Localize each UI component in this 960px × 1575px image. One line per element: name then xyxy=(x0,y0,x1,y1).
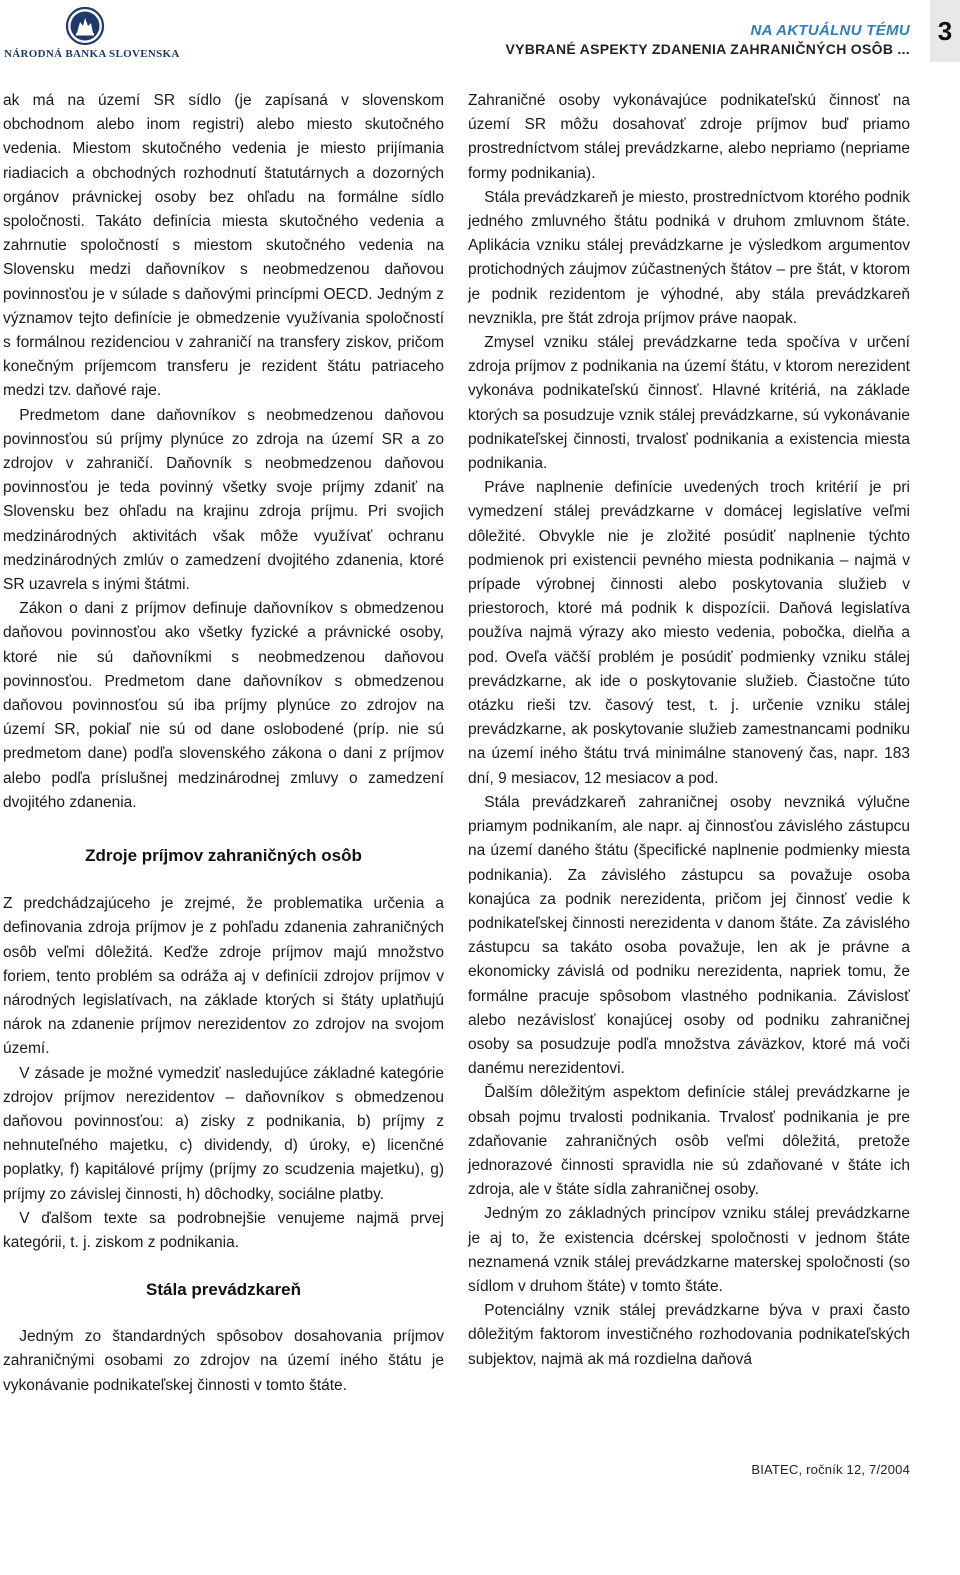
footer-citation: BIATEC, ročník 12, 7/2004 xyxy=(751,1462,910,1477)
paragraph: Jedným zo základných princípov vzniku stálej prevádzkarne je aj to, že existencia dcérskej spoločnosti v jednom štáte neznamená vznik stálej prevádzkarne materskej spoločnosti (so sídlom v druhom štáte) v tomto štáte. xyxy=(468,1205,910,1295)
running-header xyxy=(505,22,910,58)
paragraph: Potenciálny vznik stálej prevádzkarne býva v praxi často dôležitým faktorom investičného rozhodovania podnikateľských subjektov, najmä ak má rozdielna daňová xyxy=(468,1302,910,1368)
paragraph: Predmetom dane daňovníkov s neobmedzenou daňovou povinnosťou sú príjmy plynúce zo zdroja na území SR a zo zdrojov v zahraničí. Daňovník s neobmedzenou daňovou povinnosťou je teda povinný všetky svoje príjmy zdaniť na Slovensku bez ohľadu na krajinu zdroja príjmu. Pri svojich medzinárodných aktivitách však môže využívať ochranu medzinárodných zmlúv o zamedzení dvojitého zdanenia, ktoré SR uzavrela s inými štátmi. xyxy=(3,406,444,594)
section-heading-stala: Stála prevádzkareň xyxy=(146,1280,301,1300)
paragraph: Jedným zo štandardných spôsobov dosahovania príjmov zahraničnými osobami zo zdrojov na území iného štátu je vykonávanie podnikateľskej činnosti v tomto štáte. xyxy=(3,1328,444,1394)
left-column xyxy=(3,89,444,1398)
paragraph: Stála prevádzkareň je miesto, prostredníctvom ktorého podnik jedného zmluvného štátu podniká v druhom zmluvnom štáte. Aplikácia vzniku stálej prevádzkarne je výsledkom argumentov protichodných záujmov zúčastnených štátov – pre štát, v ktorom je podnik rezidentom je výhodné, aby stála prevádzkareň nevznikla, pre štát zdroja príjmov práve naopak. xyxy=(468,188,910,327)
header-kicker: NA AKTUÁLNU TÉMU xyxy=(750,22,910,39)
paragraph: Zmysel vzniku stálej prevádzkarne teda spočíva v určení zdroja príjmov z podnikania na území štátu, v ktorom nerezident vykonáva podnikateľskú činnosť. Hlavné kritériá, na základe ktorých sa posudzuje vznik stálej prevádzkarne, sú vykonávanie podnikateľskej činnosti, trvalosť podnikania a existencia miesta podnikania. xyxy=(468,334,910,473)
paragraph: ak má na území SR sídlo (je zapísaná v slovenskom obchodnom alebo inom registri) alebo miesto skutočného vedenia. Miestom skutočného vedenia je miesto prijímania riadiacich a obchodných rozhodnutí štatutárnych a dozorných orgánov právnickej osoby bez ohľadu na formálne sídlo spoločnosti. Takáto definícia miesta skutočného vedenia a zahrnutie spoločností s miestom skutočného vedenia na Slovensku medzi daňovníkov s neobmedzenou daňovou povinnosťou je v súlade s daňovými princípmi OECD. Jedným z významov tejto definície je obmedzenie využívania spoločností s formálnou rezidenciou v zahraničí na transfery ziskov, pričom konečným príjemcom transferu je rezident štátu patriaceho medzi tzv. daňové raje. xyxy=(3,92,444,400)
section-heading-zdroje: Zdroje príjmov zahraničných osôb xyxy=(85,846,362,866)
header-title: VYBRANÉ ASPEKTY ZDANENIA ZAHRANIČNÝCH OSÔB ... xyxy=(505,41,910,57)
paragraph: Z predchádzajúceho je zrejmé, že problematika určenia a definovania zdroja príjmov je z pohľadu zdanenia zahraničných osôb veľmi dôležitá. Keďže zdroje príjmov majú množstvo foriem, tento problém sa odráža aj v definícii zdrojov príjmov v národných legislatívach, na základe ktorých si štáty uplatňujú nárok na zdanenie príjmov nerezidentov zo zdrojov na svojom území. xyxy=(3,895,444,1058)
paragraph: Zákon o dani z príjmov definuje daňovníkov s obmedzenou daňovou povinnosťou ako všetky fyzické a právnické osoby, ktoré nie sú daňovníkmi s neobmedzenou daňovou povinnosťou. Predmetom dane daňovníkov s obmedzenou daňovou povinnosťou sú iba príjmy plynúce zo zdrojov na území SR, pokiaľ nie sú od dane oslobodené (príp. nie sú predmetom dane) podľa slovenského zákona o dani z príjmov alebo podľa príslušnej medzinárodnej zmluvy o zamedzení dvojitého zdanenia. xyxy=(3,600,444,811)
nbs-logo xyxy=(4,4,180,68)
paragraph: Stála prevádzkareň zahraničnej osoby nevzniká výlučne priamym podnikaním, ale napr. aj činnosťou závislého zástupcu na území daného štátu (špecifické naplnenie podmienky miesta podnikania). Za závislého zástupcu sa považuje osoba konajúca za podnik nerezidenta, pričom jej činnosť vedie k podnikateľskej činnosti nerezidenta v danom štáte. Za závislého zástupcu sa takáto osoba považuje, len ak je právne a ekonomicky závislá od podniku nerezidenta, napriek tomu, že formálne pracuje spôsobom vlastného podnikania. Závislosť alebo nezávislosť konajúcej osoby od podniku zahraničnej osoby sa posudzuje podľa množstva záväzkov, ktoré má voči danému nerezidentovi. xyxy=(468,793,910,1078)
paragraph: V zásade je možné vymedziť nasledujúce základné kategórie zdrojov príjmov nerezidentov – daňovníkov s obmedzenou daňovou povinnosťou: a) zisky z podnikania, b) príjmy z nehnuteľného majetku, c) dividendy, d) úroky, e) licenčné poplatky, f) kapitálové príjmy (príjmy zo scudzenia majetku), g) príjmy zo závislej činnosti, h) dôchodky, sociálne platby. xyxy=(3,1064,444,1203)
paragraph: Ďalším dôležitým aspektom definície stálej prevádzkarne je obsah pojmu trvalosti podnikania. Trvalosť podnikania je pre zdaňovanie zahraničných osôb veľmi dôležitá, pretože jednorazové činnosti spravidla nie sú zdaňované v štáte ich zdroja, ale v štáte sídla zahraničnej osoby. xyxy=(468,1084,910,1199)
paragraph: V ďalšom texte sa podrobnejšie venujeme najmä prvej kategórii, t. j. ziskom z podnikania. xyxy=(3,1209,444,1251)
logo-text: NÁRODNÁ BANKA SLOVENSKA xyxy=(4,48,180,60)
page-number: 3 xyxy=(930,0,960,62)
right-column xyxy=(468,89,910,1372)
paragraph: Práve naplnenie definície uvedených troch kritérií je pri vymedzení stálej prevádzkarne v domácej legislatíve veľmi dôležité. Obvykle nie je zložité posúdiť naplnenie týchto podmienok pri existencii pevného miesta podnikania – najmä v prípade výrobnej činnosti alebo poskytovania služieb v priestoroch, ktoré má podnik k dispozícii. Daňová legislatíva používa najmä výrazy ako miesto vedenia, pobočka, dielňa a pod. Oveľa väčší problém je posúdiť podmienky vzniku stálej prevádzkarne, ak ide o poskytovanie služieb. Čiastočne túto otázku rieši tzv. časový test, t. j. určenie vzniku stálej prevádzkarne, ak poskytovanie služieb zamestnancami podniku na území iného štátu trvá minimálne stanovený čas, napr. 183 dní, 9 mesiacov, 12 mesiacov a pod. xyxy=(468,479,910,787)
paragraph: Zahraničné osoby vykonávajúce podnikateľskú činnosť na území SR môžu dosahovať zdroje príjmov buď priamo prostredníctvom stálej prevádzkarne, alebo nepriamo (nepriame formy podnikania). xyxy=(468,92,910,182)
nbs-emblem-icon xyxy=(62,6,108,46)
